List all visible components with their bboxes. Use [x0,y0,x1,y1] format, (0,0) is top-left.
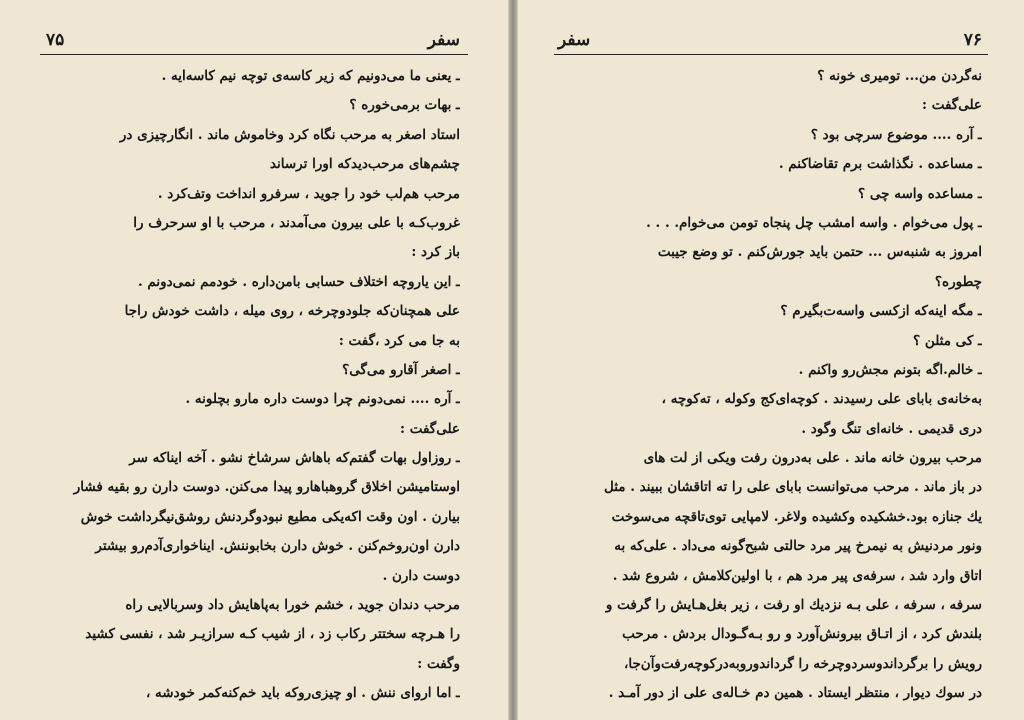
text-line: استاد اصغر به مرحب نگاه کرد وخاموش ماند . انگارچیزی در [119,126,460,143]
text-line: چشم‌های مرحب‌دیدکه اورا ترساند [269,156,460,173]
text-line: ـ اما اروای ننش . او چیزی‌روکه باید خم‌کنه‌کمر خودشه ، [145,685,460,702]
text-line: غروب‌کـه با علی بیرون می‌آمدند ، مرحب با او سرحرف را [133,214,460,231]
right-page [517,0,1024,720]
text-line: ـ مگه اینه‌که ازکسی واسه‌ت‌بگیرم ؟ [780,303,982,320]
text-line: سرفه ، سرفه ، علی بـه نزدیك او رفت ، زیر بغل‌هـایش را گرفت و [605,597,982,614]
text-line: علی همچنان‌که جلودوچرخه ، روی میله ، داشت خودش راجا [124,303,460,320]
text-line: بلندش کرد ، از اتـاق بیرونش‌آورد و رو بـه‌گـودال بردش . مرحب [622,626,982,643]
text-line: در باز ماند . مرحب می‌توانست بابای علی را ته اتاقشان ببیند . مثل [604,479,982,496]
left-page [0,0,509,720]
body-text [44,62,460,709]
text-line: ـ آره .... نمی‌دونم چرا دوست داره مارو بچلونه . [185,391,460,408]
text-line: ـ روزاول بهات گفتم‌که باهاش سرشاخ نشو . آخه اینا‌که سر [129,450,460,467]
header-rule [554,54,988,55]
text-line: مرحب بیرون خانه ماند . علی به‌درون رفت ویکی از لت های [643,450,982,467]
text-line: اتاق وارد شد ، سرفه‌ی پیر مرد هم ، با اولین‌کلامش ، شروع شد . [612,567,982,584]
running-title: سفر [558,30,591,50]
text-line: مرحب دندان جوید ، خشم خورا به‌پاهایش داد وسربالایی راه [125,597,460,614]
text-line: در سوك دیوار ، منتظر ایستاد . همین دم خـاله‌ی علی از دور آمـد . [608,685,982,702]
text-line: ـ یعنی ما می‌دونیم که زیر کاسه‌ی توچه نیم کاسه‌ایه . [161,68,460,84]
text-line: بیارن . اون وقت اکه‌یکی مطیع نبودوگردنش روشق‌نیگرداشت خوش [80,508,460,525]
text-line: علی‌گفت : [922,97,982,114]
text-line: وگفت : [417,655,460,672]
text-line: را هـرچه سختتر رکاب زد ، از شیب کـه سرازیـر شد ، نفسی کشید [85,626,460,643]
page-header [46,28,460,52]
text-line: نه‌گردن من... تومیری خونه ؟ [817,68,982,84]
text-line: به‌خانه‌ی بابای علی رسیدند . کوچه‌ای‌کج وکوله ، ته‌کوچه ، [661,391,982,408]
page-number: ۷۶ [963,30,982,50]
text-line: ـ مساعده واسه چی ؟ [858,185,982,202]
body-text [562,62,982,709]
header-rule [40,54,468,55]
text-line: مرحب هم‌لب خود را جوید ، سرفرو انداخت وتف‌کرد . [157,185,460,202]
page-header [558,28,982,52]
text-line: علی‌گفت : [400,420,460,437]
text-line: به جا می کرد ،گفت : [338,332,460,349]
text-line: ـ آره .... موضوع سرچی بود ؟ [810,126,982,143]
text-line: چطوره؟ [934,273,982,290]
book-gutter [509,0,517,720]
text-line: اوستامیشن اخلاق گروهباهارو پیدا می‌کنن. دوست دارن رو بقیه فشار [73,479,460,496]
text-line: دوست دارن . [382,567,460,584]
text-line: ـ اصغر آقارو می‌گی؟ [342,361,460,378]
page-number: ۷۵ [46,30,65,50]
text-line: ـ این یاروچه اختلاف حسابی بامن‌داره . خودمم نمی‌دونم . [137,273,460,290]
running-title: سفر [427,30,460,50]
text-line: یك جنازه بود.خشکیده وکشیده ولاغر. لامپایی توی‌تاقچه می‌سوخت [611,508,982,525]
text-line: ـ بهات برمی‌خوره ؟ [349,97,460,114]
text-line: ـ مساعده . نگذاشت برم تقاضاکنم . [778,156,982,173]
text-line: باز کرد : [411,244,460,261]
text-line: ـ خالم.اگه بتونم مجش‌رو واکنم . [798,361,982,378]
text-line: دارن اون‌روخم‌کنن . خوش دارن بخابوننش. اینا‌خواری‌آدم‌رو بیشتر [95,538,460,555]
text-line: ونور مردنیش به نیمرخ پیر مرد حالتی شبح‌گونه می‌داد . علی‌که به [614,538,982,555]
text-line: رویش را برگرداندوسردوچرخه را گرداندوروبه‌درکوچه‌رفت‌وآن‌جا، [623,655,982,672]
text-line: ـ کی مثلن ؟ [913,332,982,349]
text-line: امروز به شنبه‌س ... حتمن باید جورش‌کنم . تو وضع جیبت [657,244,982,261]
text-line: دری قدیمی . خانه‌ای تنگ وگود . [801,420,982,437]
text-line: ـ پول می‌خوام . واسه امشب چل پنجاه تومن می‌خوام. . . . [646,214,982,231]
